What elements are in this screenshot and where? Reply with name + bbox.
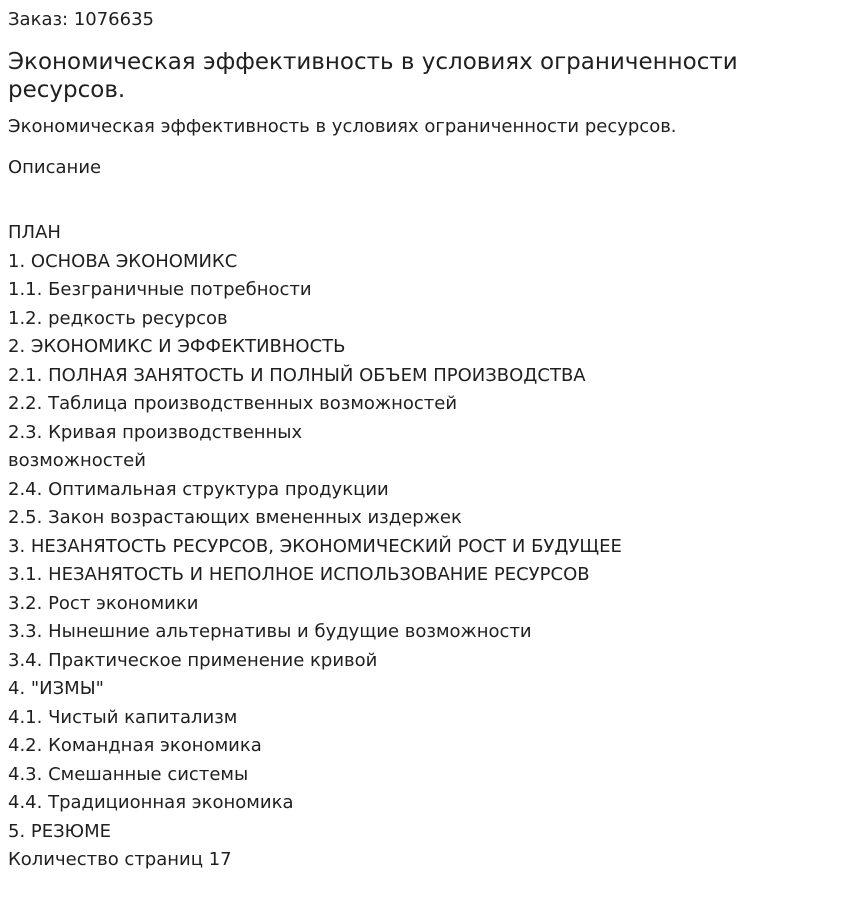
- plan-item: 3.2. Рост экономики: [8, 592, 199, 614]
- plan-item: 2.1. ПОЛНАЯ ЗАНЯТОСТЬ И ПОЛНЫЙ ОБЪЕМ ПРОИЗВОДСТВА: [8, 364, 586, 386]
- plan-item: 4. "ИЗМЫ": [8, 678, 104, 699]
- plan-item: 5. РЕЗЮМЕ: [8, 820, 111, 842]
- plan-item: 4.4. Традиционная экономика: [8, 792, 294, 813]
- plan-item: 1.1. Безграничные потребности: [8, 279, 312, 300]
- plan-item: 2. ЭКОНОМИКС И ЭФФЕКТИВНОСТЬ: [8, 336, 346, 357]
- order-number: Заказ: 1076635: [8, 9, 154, 30]
- plan-item: 3.1. НЕЗАНЯТОСТЬ И НЕПОЛНОЕ ИСПОЛЬЗОВАНИЕ РЕСУРСОВ: [8, 564, 590, 585]
- plan-heading: ПЛАН: [8, 222, 61, 243]
- page-count: Количество страниц 17: [8, 849, 232, 870]
- description-label: Описание: [8, 157, 102, 178]
- plan-item: 3. НЕЗАНЯТОСТЬ РЕСУРСОВ, ЭКОНОМИЧЕСКИЙ РОСТ И БУДУЩЕЕ: [8, 535, 622, 557]
- plan-item: 1. ОСНОВА ЭКОНОМИКС: [8, 250, 238, 272]
- plan-item: 2.5. Закон возрастающих вмененных издержек: [8, 507, 462, 528]
- plan-item: 4.1. Чистый капитализм: [8, 706, 238, 728]
- plan-list: [8, 219, 839, 875]
- plan-item: 3.4. Практическое применение кривой: [8, 649, 378, 671]
- plan-item: 2.4. Оптимальная структура продукции: [8, 478, 389, 500]
- plan-item: 2.3. Кривая производственных возможностей: [8, 421, 303, 471]
- document-title: Экономическая эффективность в условиях ограниченности ресурсов.: [8, 49, 738, 103]
- document-subtitle: Экономическая эффективность в условиях ограниченности ресурсов.: [8, 116, 677, 137]
- plan-item: 4.2. Командная экономика: [8, 735, 262, 756]
- plan-item: 2.2. Таблица производственных возможностей: [8, 393, 458, 414]
- plan-item: 3.3. Нынешние альтернативы и будущие возможности: [8, 621, 532, 642]
- plan-item: 4.3. Смешанные системы: [8, 763, 249, 785]
- plan-item: 1.2. редкость ресурсов: [8, 307, 228, 329]
